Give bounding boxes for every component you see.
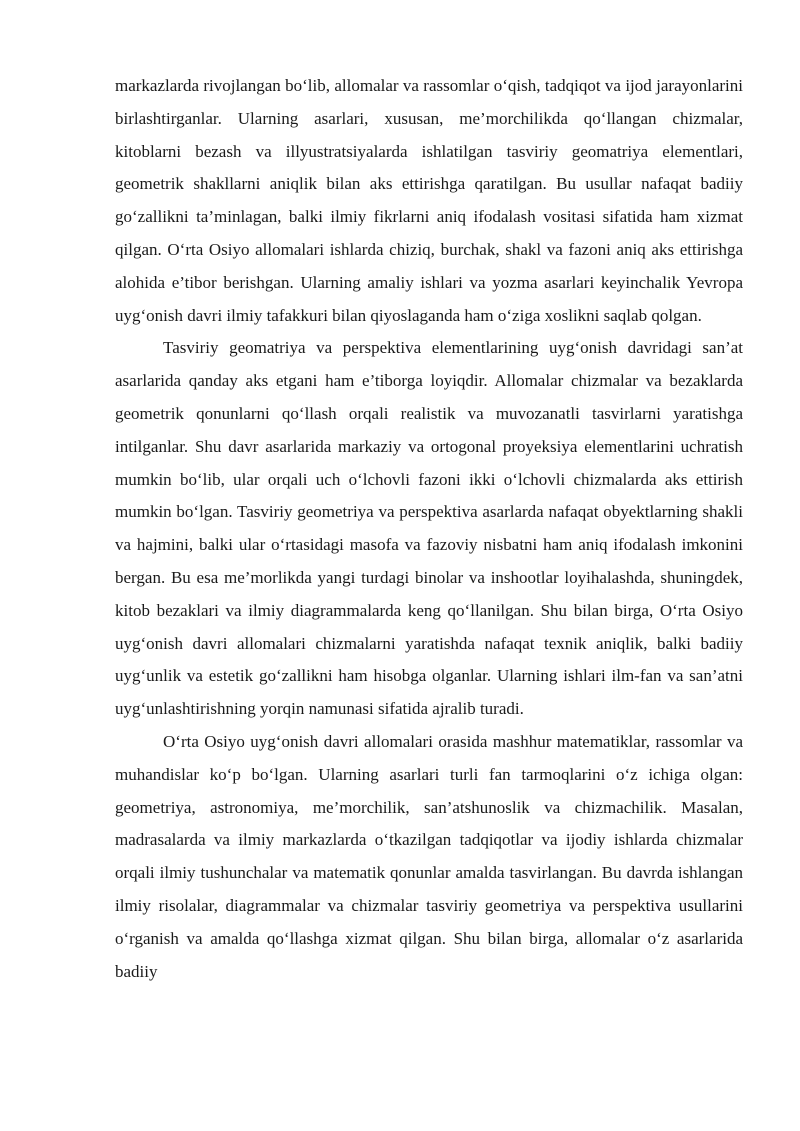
body-text bbox=[115, 70, 743, 988]
paragraph-scholars: O‘rta Osiyo uyg‘onish davri allomalari orasida mashhur matematiklar, rassomlar va muhandislar ko‘p bo‘lgan. Ularning asarlari turli fan tarmoqlarini o‘z ichiga olgan: geometriya, astronomiya, me’morchilik, san’atshunoslik va chizmachilik. Masalan, madrasalarda va ilmiy markazlarda o‘tkazilgan tadqiqotlar va ijodiy ishlarda chizmalar orqali ilmiy tushunchalar va matematik qonunlar amalda tasvirlangan. Bu davrda ishlangan ilmiy risolalar, diagrammalar va chizmalar tasviriy geometriya va perspektiva usullarini o‘rganish va amalda qo‘llashga xizmat qilgan. Shu bilan birga, allomalar o‘z asarlarida badiiy bbox=[115, 731, 743, 981]
paragraph-perspective: Tasviriy geomatriya va perspektiva elementlarining uyg‘onish davridagi san’at asarlarida qanday aks etgani ham e’tiborga loyiqdir. Allomalar chizmalar va bezaklarda geometrik qonunlarni qo‘llash orqali realistik va muvozanatli tasvirlarni yaratishga intilganlar. Shu davr asarlarida markaziy va ortogonal proyeksiya elementlarini uchratish mumkin bo‘lib, ular orqali uch o‘lchovli fazoni ikki o‘lchovli chizmalarda aks ettirish mumkin bo‘lgan. Tasviriy geometriya va perspektiva asarlarda nafaqat obyektlarning shakli va hajmini, balki ular o‘rtasidagi masofa va fazoviy nisbatni ham aniq ifodalash imkonini bergan. Bu esa me’morlikda yangi turdagi binolar va inshootlar loyihalashda, shuningdek, kitob bezaklari va ilmiy diagrammalarda keng qo‘llanilgan. Shu bilan birga, O‘rta Osiyo uyg‘onish davri allomalari chizmalarni yaratishda nafaqat texnik aniqlik, balki badiiy uyg‘unlik va estetik go‘zallikni ham hisobga olganlar. Ularning ishlari ilm-fan va san’atni uyg‘unlashtirishning yorqin namunasi sifatida ajralib turadi. bbox=[115, 338, 743, 719]
paragraph-continuation: markazlarda rivojlangan bo‘lib, allomalar va rassomlar o‘qish, tadqiqot va ijod jarayonlarini birlashtirganlar. Ularning asarlari, xususan, me’morchilikda qo‘llangan chizmalar, kitoblarni bezash va illyustratsiyalarda ishlatilgan tasviriy geomatriya elementlari, geometrik shakllarni aniqlik bilan aks ettirishga qaratilgan. Bu usullar nafaqat badiiy go‘zallikni ta’minlagan, balki ilmiy fikrlarni aniq ifodalash vositasi sifatida ham xizmat qilgan. O‘rta Osiyo allomalari ishlarda chiziq, burchak, shakl va fazoni aniq aks ettirishga alohida e’tibor berishgan. Ularning amaliy ishlari va yozma asarlari keyinchalik Yevropa uyg‘onish davri ilmiy tafakkuri bilan qiyoslaganda ham o‘ziga xoslikni saqlab qolgan. bbox=[115, 76, 743, 325]
